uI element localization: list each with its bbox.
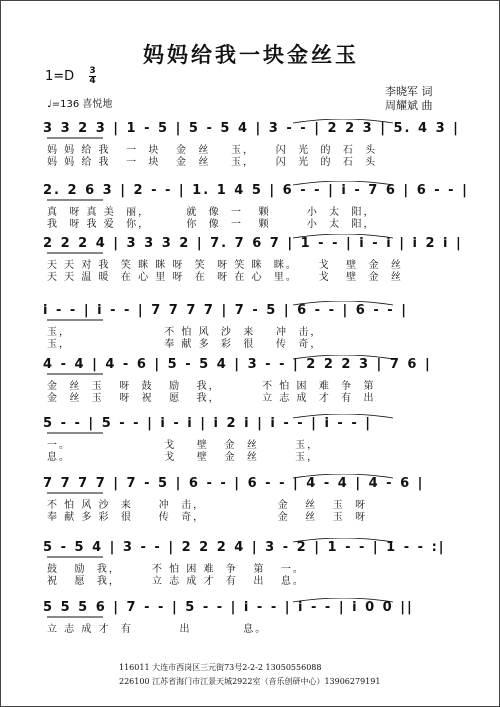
slur-marks xyxy=(43,301,457,323)
tempo-marking: ♩=136 喜悦地 xyxy=(47,99,113,110)
score-row xyxy=(43,355,457,411)
lyric-line: 金 丝 玉 呀 鼓 励 我， 不 怕 困 难 争 第 xyxy=(47,381,376,392)
score-row xyxy=(43,181,469,237)
score-row xyxy=(43,301,457,357)
time-signature-top: 3 xyxy=(89,66,96,76)
slur-marks xyxy=(43,119,460,141)
lyric-line: 天 天 对 我 笑 眯 眯 呀 笑 呀 笑 眯 眯。 戈 壁 金 丝 xyxy=(47,260,403,271)
score-row xyxy=(43,474,457,530)
time-signature-bottom: 4 xyxy=(89,76,96,86)
slur-arc xyxy=(293,414,393,418)
song-title: 妈妈给我一块金丝玉 xyxy=(143,43,359,67)
lyric-line: 金 丝 玉 呀 祝 愿 我， 立 志 成 才 有 出 xyxy=(47,393,376,404)
notation-line: 5 - 5 4 | 3 - - | 2 2 2 4 | 3 - 2 | 1 - - | 1 - - :| xyxy=(43,539,446,555)
notation-line: 7 7 7 7 | 7 - 5 | 6 - - | 6 - - | 4 - 4 | 4 - 6 | xyxy=(43,475,425,491)
notation-line: i - - | i - - | 7 7 7 7 | 7 - 5 | 6 - - | 6 - - | xyxy=(43,302,408,318)
composer-credit: 周耀斌 曲 xyxy=(385,99,433,112)
slur-marks xyxy=(43,598,457,620)
lyric-line: 祝 愿 我， 立 志 成 才 有 出 息。 xyxy=(47,576,305,587)
slur-marks xyxy=(43,538,457,560)
lyric-line: 息。 戈 壁 金 丝 玉， xyxy=(47,452,320,463)
notation-line: 4 - 4 | 4 - 6 | 5 - 5 4 | 3 - - | 2 2 2 3 | 7 6 | xyxy=(43,356,432,372)
slur-marks xyxy=(43,355,457,377)
footer-address-2: 226100 江苏省海门市江景天城2922室（音乐创研中心）13906279191 xyxy=(119,677,381,686)
lyric-line: 妈 妈 给 我 一 块 金 丝 玉， 闪 光 的 石 头 xyxy=(47,157,378,168)
lyric-line: 玉， 奉 献 多 彩 很 传 奇， xyxy=(47,339,323,350)
lyric-line: 真 呀 真 美 丽， 就 像 一 颗 小 太 阳， xyxy=(47,207,376,218)
lyric-line: 奉 献 多 彩 很 传 奇， 金 丝 玉 呀 xyxy=(47,512,368,523)
score-row xyxy=(43,119,460,175)
score-row xyxy=(43,598,457,654)
lyric-line: 玉， 不 怕 风 沙 来 冲 击， xyxy=(47,327,323,338)
slur-marks xyxy=(43,181,469,203)
slur-arc xyxy=(293,355,393,359)
slur-marks xyxy=(43,414,457,436)
time-signature xyxy=(89,67,96,86)
score-row xyxy=(43,414,457,470)
notation-line: 5 - - | 5 - - | i - i | i 2 i | i - - | i - - | xyxy=(43,415,373,431)
slur-arc xyxy=(293,598,393,602)
lyricist-credit: 李晓军 词 xyxy=(385,85,433,98)
footer-address-1: 116011 大连市西岗区三元街73号2-2-2 13050556088 xyxy=(119,663,322,672)
slur-marks xyxy=(43,474,457,496)
lyric-line: 我 呀 我 爱 你， 你 像 一 颗 小 太 阳， xyxy=(47,219,376,230)
notation-line: 2 2 2 4 | 3 3 3 2 | 7. 7 6 7 | 1 - - | i - i | i 2 i | xyxy=(43,235,463,251)
score-row xyxy=(43,234,463,290)
slur-marks xyxy=(43,234,463,256)
notation-line: 5 5 5 6 | 7 - - | 5 - - | i - - | i - - | i 0 0 || xyxy=(43,599,414,615)
slur-arc xyxy=(293,119,393,123)
slur-arc xyxy=(293,181,393,185)
lyric-line: 鼓 励 我， 不 怕 困 难 争 第 一。 xyxy=(47,564,305,575)
slur-arc xyxy=(293,234,393,238)
key-signature: 1=D xyxy=(45,69,75,84)
lyric-line: 不 怕 风 沙 来 冲 击， 金 丝 玉 呀 xyxy=(47,500,368,511)
lyric-line: 妈 妈 给 我 一 块 金 丝 玉， 闪 光 的 石 头 xyxy=(47,145,378,156)
lyric-line: 天 天 温 暖 在 心 里 呀 在 呀 在 心 里。 戈 壁 金 丝 xyxy=(47,272,403,283)
slur-arc xyxy=(293,474,393,478)
notation-line: 3 3 2 3 | 1 - 5 | 5 - 5 4 | 3 - - | 2 2 3 | 5. 4 3 | xyxy=(43,120,460,136)
score-row xyxy=(43,538,457,594)
lyric-line: 一。 戈 壁 金 丝 玉， xyxy=(47,440,320,451)
slur-arc xyxy=(293,538,393,542)
notation-line: 2. 2 6 3 | 2 - - | 1. 1 4 5 | 6 - - | i - 7 6 | 6 - - | xyxy=(43,182,469,198)
slur-arc xyxy=(293,301,393,305)
lyric-line: 立 志 成 才 有 出 息。 xyxy=(47,624,268,635)
